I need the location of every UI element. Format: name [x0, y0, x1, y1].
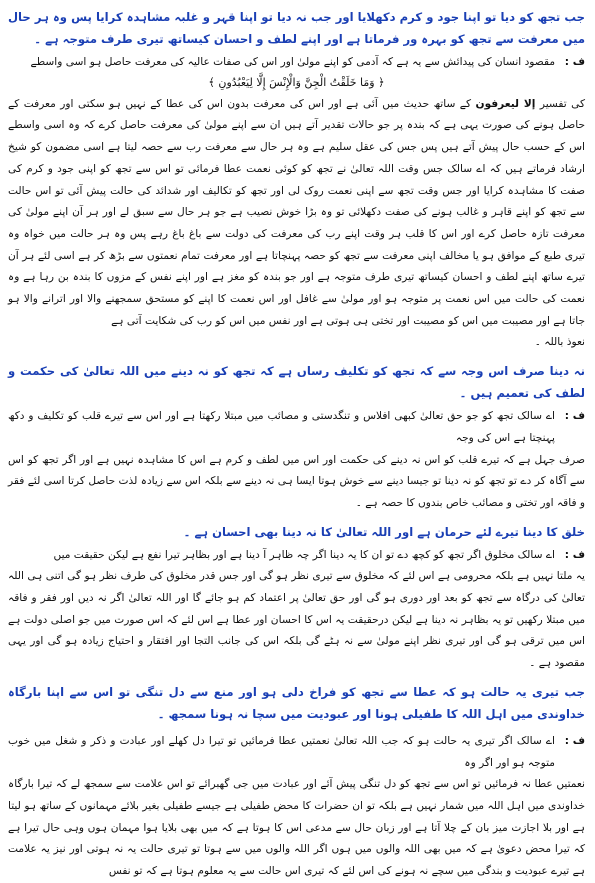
paragraph-4-body: نعمتیں عطا نہ فرمائیں تو اس سے تجھ کو دل تنگی پیش آئے اور عبادت میں جی گھبرائے تو اس علامت سے سمجھ لے کہ تیرا بارگاہ خداوندی میں اہل اللہ میں شمار نہیں ہے بلکہ تو ان حضرات کا محض طفیلی ہے جیسے طفیلی بغیر بلائے مہمانوں کے ساتھ ہو لیتا ہے اور بلا اجازت میز بان کے چلا آتا ہے اور زبان حال سے مدعی اس کا ہوتا ہے کہ میں بھی بلایا ہوا مہمان ہوں وہی حال تیرا ہے کہ تیرا محض دعویٰ ہے کہ میں بھی اللہ والوں میں ہوں اگر اللہ والوں میں سے ہوتا تو تیری حالت یہ نہ ہوتی اور نیز یہ علامت ہے تیرے عبودیت و بندگی میں سچے نہ ہونے کی اس لئے کہ تیری اس حالت سے یہ معلوم ہوتا ہے کہ تو نفس	[8, 778, 585, 878]
commentary-marker: ف :	[564, 410, 585, 423]
commentary-line-2	[8, 406, 585, 449]
paragraph-1-rest: کے ساتھ حدیث میں آئی ہے اور اس کی معرفت بدون اس کی عطا کے نہیں ہو سکتی اور معرفت کے حاصل ہونے کی صورت یہی ہے کہ بندہ پر جو حالات تقدیر آتے ہیں ان سے اپنے مولیٰ کی معرفت حاصل کرے کہ وہ اسی واسطے اس کے حسب حال پیش آتے ہیں پس جس کی عقل سلیم ہے وہ ہر حال سے معرفت رب سے حصہ لیتا ہے اسی مضمون کو شیخ ارشاد فرماتے ہیں کہ اے سالک جس وقت اللہ تعالیٰ نے تجھ کو کوئی نعمت عطا فرمائی تو اس سے تجھ کو اپنی جود و کرم کی صفت کا مشاہدہ کرایا اور جس وقت تجھ سے اپنی نعمت روک لی اور تجھ کو تکالیف اور شدائد کی حالت پیش آئی تو اس حالت سے تجھ کو اپنے قاہر و غالب ہونے کی صفت دکھلائی تو وہ بڑا خوش نصیب ہے جو ہر حال سے سبق لے اور ہر آن اپنے مولیٰ کی معرفت تازہ حاصل کرے اور اس کا قلب ہر وقت اپنے رب کی معرفت کی دولت سے باغ باغ رہے پس وہ ہر حالت میں خواہ وہ تیری طبع کے موافق ہو یا مخالف اپنی معرفت سے تجھ کو حصہ پہنچاتا ہے اور معرفت تمام نعمتوں سے بڑھ کر ہے اسی لئے ہر آن تیرے ساتھ اپنے لطف و احسان کیساتھ تیری طرف متوجہ ہے اور جو بندہ کو مغز ہے اور اپنے نفس کے مزوں کا بندہ بن رہا ہے وہ نعمت کی حالت میں اس نعمت پر متوجہ ہو اور مولیٰ سے غافل اور اس نعمت کا اپنے کو مستحق سمجھنے والا اور اترانے والا ہو جاتا ہے اور مصیبت میں اس کو مصیبت اور تختی ہی ہوتی ہے اور نفس میں اس کو رب کی شکایت آتی ہے	[8, 97, 585, 327]
quran-verse: ﴿ وَمَا خَلَقْتُ الْجِنَّ وَالْإِنْسَ إِلَّا لِيَعْبُدُونِ ﴾	[208, 75, 385, 89]
paragraph-1-end: نعوذ باللہ ۔	[534, 336, 585, 349]
paragraph-2-body: صرف جہل ہے کہ تیرے قلب کو اس نہ دینے کی حکمت اور اس میں لطف و کرم ہے اس کا مشاہدہ نہیں ہے اور اگر تجھ کو اس سے آگاہ کر دے تو تجھ کو نہ دینا تو جیسا دینے سے خوش ہوتا ایسا ہی نہ دینے سے بلکہ اس سے زیادہ لذت حاصل کرتا اسی لئے فقر و فاقہ اور تختی و مصائب خاص بندوں کا حصہ ہے ۔	[8, 453, 585, 509]
heading-1: جب تجھ کو دیا تو اپنا جود و کرم دکھلایا اور جب نہ دیا تو اپنا قہر و غلبہ مشاہدہ کرایا پس وہ ہر حال میں معرفت سے تجھ کو بہرہ ور فرماتا ہے اور اپنے لطف و احسان کیساتھ تیری طرف متوجہ ہے ۔	[8, 10, 585, 46]
commentary-line-3	[8, 545, 585, 567]
commentary-line-1	[8, 52, 585, 74]
commentary-text: مقصود انسان کی پیدائش سے یہ ہے کہ آدمی کو اپنے مولیٰ اور اس کی صفات عالیہ کی معرفت حاصل ہو اسی واسطے	[30, 56, 555, 68]
commentary-text: اے سالک مخلوق اگر تجھ کو کچھ دے تو ان کا یہ دینا اگر چہ ظاہر آ دینا ہے اور بظاہر تیرا نفع ہے لیکن حقیقت میں	[53, 548, 555, 561]
heading-4: جب تیری یہ حالت ہو کہ عطا سے تجھ کو فراخ دلی ہو اور منع سے دل تنگی تو اس سے اپنا بارگاہ خداوندی میں اہل اللہ کا طفیلی ہونا اور عبودیت میں سچا نہ ہونا سمجھ ۔	[8, 684, 585, 721]
commentary-line-4	[8, 731, 585, 774]
commentary-marker: ف :	[564, 548, 585, 561]
commentary-text: اے سالک تجھ کو جو حق تعالیٰ کبھی افلاس و تنگدستی و مصائب میں مبتلا رکھتا ہے اور اس سے تیرے قلب کو تکلیف و دکھ پہنچتا ہے اس کی وجہ	[8, 410, 555, 444]
inline-keyword: إلا ليعرفون	[475, 97, 536, 110]
paragraph-1-start: کی تفسیر	[539, 97, 585, 110]
paragraph-3-body: یہ ملتا نہیں ہے بلکہ محرومی ہے اس لئے کہ مخلوق سے تیری نظر ہو گی اور جس قدر مخلوق کی طرف نظر ہو گی اتنی ہی اللہ تعالیٰ کی درگاہ سے تجھ کو بعد اور دوری ہو گی اور حق تعالیٰ پر اعتماد کم ہو جائے گا اور اللہ تعالیٰ اگر نہ دیں اور فقر و فاقہ میں مبتلا رکھیں تو یہ بظاہر نہ دینا ہے لیکن درحقیقت یہ اس کا احسان اور عطا ہے اس لئے کہ اس صورت میں جو اصلی دولت ہے اس میں ترقی ہو گی اور تیری نظر اپنے مولیٰ سے نہ ہٹے گی بلکہ اس کی جانب التجا اور افتقار و احتیاج زیادہ ہو گی اور یہی مقصود ہے ۔	[8, 570, 585, 670]
paragraph-1-body	[8, 94, 585, 333]
commentary-marker: ف :	[564, 734, 585, 747]
heading-2: نہ دینا صرف اس وجہ سے کہ تجھ کو تکلیف رساں ہے کہ تجھ کو نہ دینے میں اللہ تعالیٰ کی حکمت و لطف کی تعمیم ہیں ۔	[8, 364, 585, 401]
commentary-marker: ف :	[564, 56, 585, 68]
commentary-text: اے سالک اگر تیری یہ حالت ہو کہ جب اللہ تعالیٰ نعمتیں عطا فرمائیں تو تیرا دل کھلے اور عبادت و ذکر و شغل میں خوب متوجہ ہو اور اگر وہ	[8, 734, 555, 769]
heading-3: خلق کا دینا تیرے لئے حرمان ہے اور اللہ تعالیٰ کا نہ دینا بھی احسان ہے ۔	[183, 524, 585, 539]
